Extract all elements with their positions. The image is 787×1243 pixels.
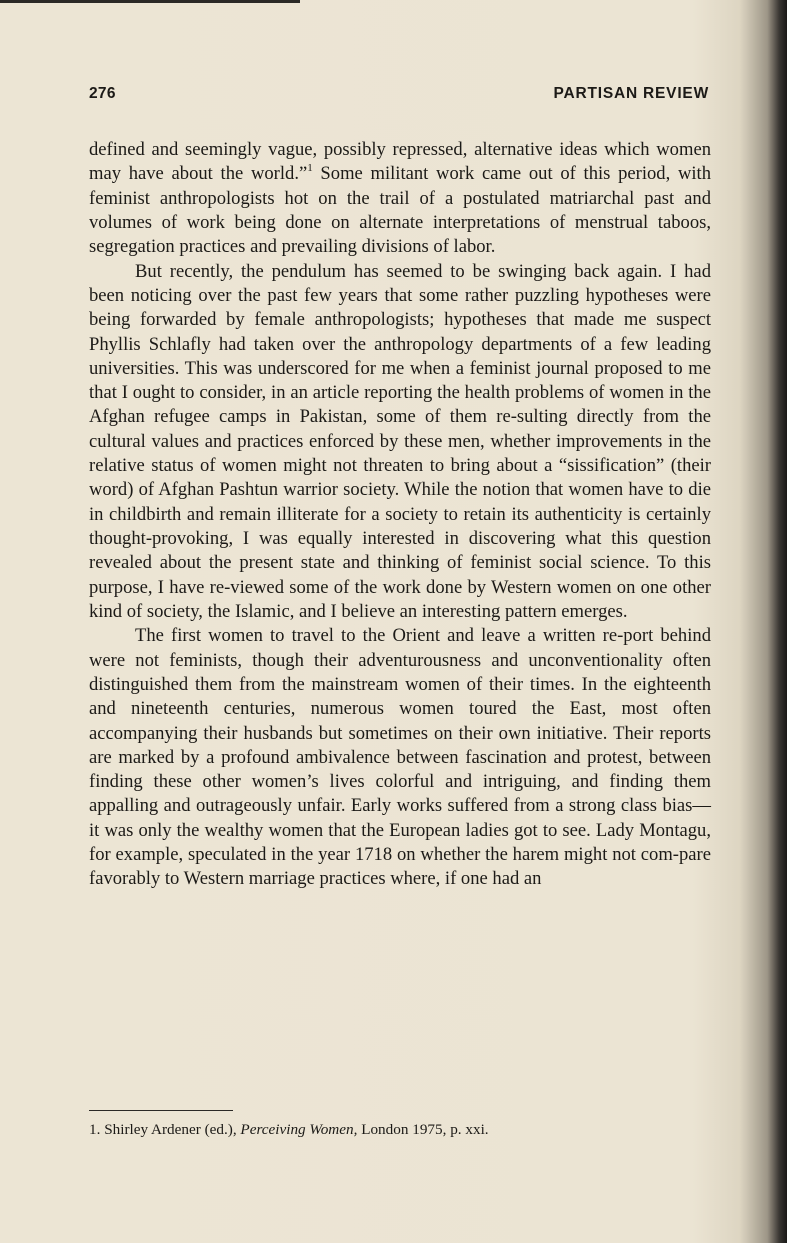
page-header [89,85,711,109]
footnote-number: 1. [89,1121,101,1138]
body-text [89,138,711,892]
top-edge-rule [0,0,300,3]
footnote-rule [89,1110,233,1111]
running-head: PARTISAN REVIEW [553,85,709,102]
paragraph-1 [89,138,711,260]
footnote-reference: 1 [307,162,313,175]
paragraph-1-text: defined and seemingly vague, possibly repressed, alternative ideas which women may have about the world.” [89,139,711,185]
paragraph-1-continuation: Some militant work came out of this period, with feminist anthropologists hot on the trail of a postulated matriarchal past and volumes of work being done on alternate interpretations of menstrual taboos, segregation practices and prevailing divisions of labor. [89,163,711,258]
footnote-title: Perceiving Women, [240,1121,358,1138]
footnote-author: Shirley Ardener (ed.), [104,1121,237,1138]
page-number: 276 [89,85,116,102]
paragraph-3: The first women to travel to the Orient and leave a written re-port behind were not feminists, though their adventurousness and unconventionality often distinguished them from the mainstream women of their times. In the eighteenth and nineteenth centuries, numerous women toured the East, most often accompanying their husbands but sometimes on their own initiative. Their reports are marked by a profound ambivalence between fascination and protest, between finding these other women’s lives colorful and intriguing, and finding them appalling and outrageously unfair. Early works suffered from a strong class bias—it was only the wealthy women that the European ladies got to see. Lady Montagu, for example, speculated in the year 1718 on whether the harem might not com-pare favorably to Western marriage practices where, if one had an [89,625,711,890]
paragraph-2: But recently, the pendulum has seemed to be swinging back again. I had been noticing over the past few years that some rather puzzling hypotheses were being forwarded by female anthropologists; hypotheses that made me suspect Phyllis Schlafly had taken over the anthropology departments of a few leading universities. This was underscored for me when a feminist journal proposed to me that I ought to consider, in an article reporting the health problems of women in the Afghan refugee camps in Pakistan, some of them re-sulting directly from the cultural values and practices enforced by these men, whether improvements in the relative status of women might not threaten to bring about a “sissification” (their word) of Afghan Pashtun warrior society. While the notion that women have to die in childbirth and remain illiterate for a society to retain its authenticity is certainly thought-provoking, I was equally interested in discovering what this question revealed about the present state and thinking of feminist social science. To this purpose, I have re-viewed some of the work done by Western women on one other kind of society, the Islamic, and I believe an interesting pattern emerges. [89,260,711,622]
footnote-details: London 1975, p. xxi. [361,1121,489,1138]
footnote [89,1120,711,1140]
